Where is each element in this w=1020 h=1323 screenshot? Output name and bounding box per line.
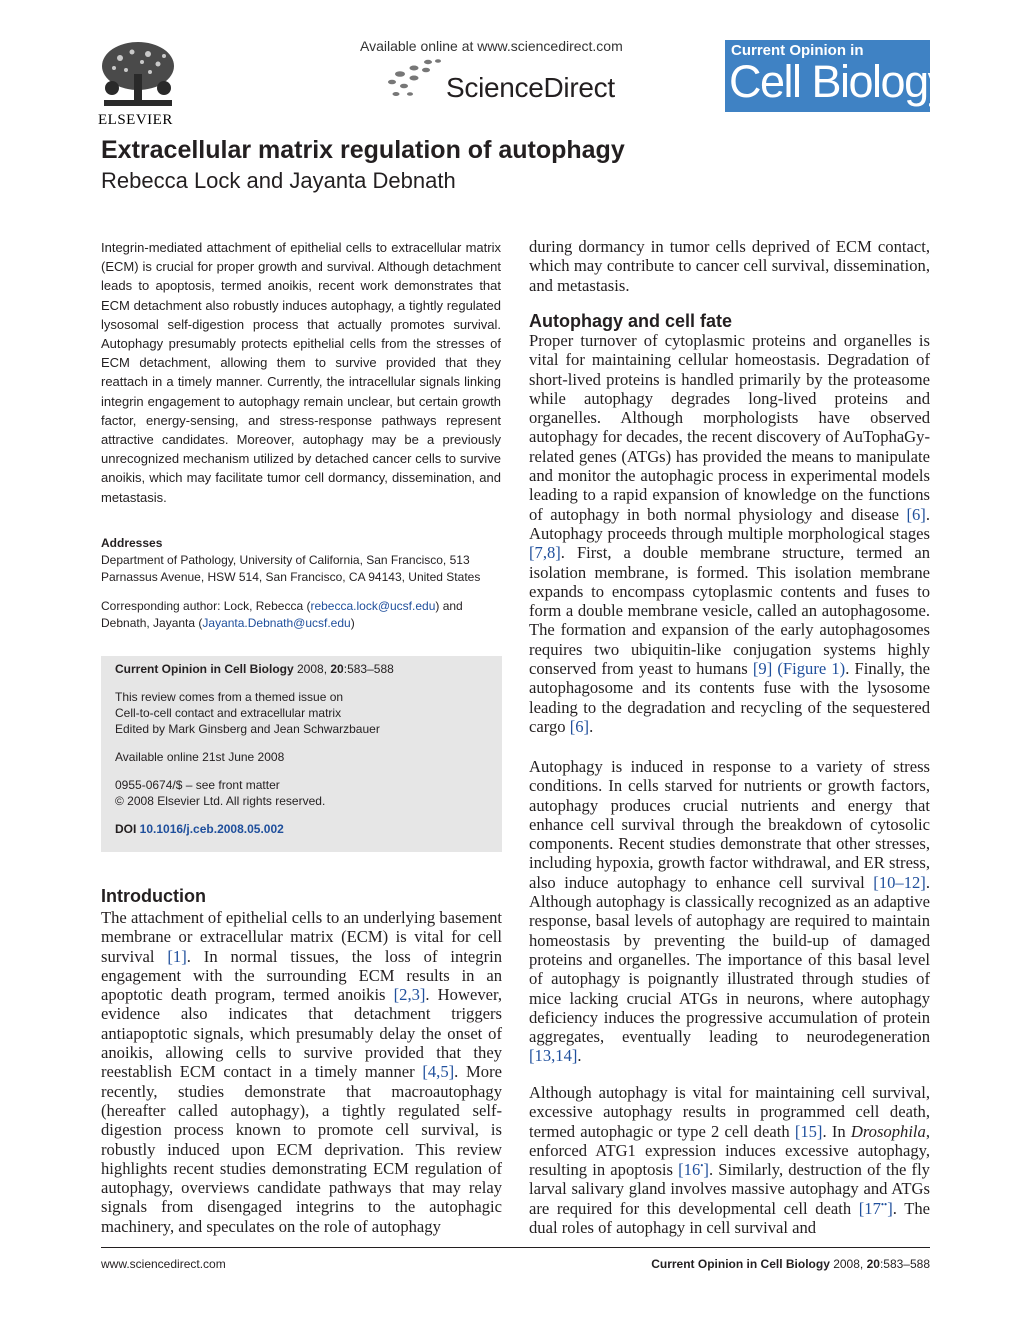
- introduction-heading: Introduction: [101, 886, 206, 906]
- p2-text-2: . Although autophagy is classically recognized as an adaptive response, basal levels of autophagy are required to maintain homeostasis by preventing the build-up of damaged proteins and organelles. The importance of this basal level of autophagy is poignantly illustrated through studies of mice lacking crucial ATGs in neurons, where autophagy deficiency induces the progressive accumulation of protein aggregates, eventually leading to neurodegeneration: [529, 872, 930, 1047]
- cell-fate-paragraph-1: [529, 331, 930, 736]
- reference-link[interactable]: [2,3]: [393, 985, 426, 1005]
- cell-fate-paragraph-2: [529, 757, 930, 1066]
- p2-text-3: .: [577, 1046, 582, 1066]
- abstract: Integrin-mediated attachment of epithelial cells to extracellular matrix (ECM) is crucial for proper growth and survival. Although detachment leads to apoptosis, termed anoikis, recent work demonstrates that ECM detachment also robustly induces autophagy, a tightly regulated lysosomal self-digestion process that actually promotes survival. Autophagy presumably protects epithelial cells from the stresses of ECM detachment, allowing them to survive provided that they reattach in a timely manner. Currently, the intracellular signals linking integrin engagement to autophagy remain unclear, but certain growth factor, energy-sensing, and stress-response pathways represent attractive candidates. Moreover, autophagy may be a previously unrecognized mechanism utilized by detached cancer cells to survive anoikis, which may facilitate tumor cell dormancy, dissemination, and metastasis.: [101, 240, 501, 505]
- infobox-doi-row: [115, 821, 502, 837]
- infobox-themed-2: Cell-to-cell contact and extracellular matrix: [115, 706, 342, 720]
- p3-text-3: , enforced ATG1 expression induces excessive autophagy, resulting in apoptosis: [529, 1121, 930, 1180]
- intro-text-3: . However, evidence also indicates that detachment triggers antiapoptotic signals, which presumably delay the onset of anoikis, allowing cells to survive provided that they reestablish ECM contact in a timely manner: [101, 985, 502, 1082]
- cell-fate-paragraph-3: [529, 1083, 930, 1237]
- infobox-copyright: © 2008 Elsevier Ltd. All rights reserved.: [115, 794, 326, 808]
- fate-text-2: . Autophagy proceeds through multiple morphological stages: [529, 504, 930, 543]
- p3-text-2: . In: [822, 1121, 851, 1141]
- fate-text-4: . Finally, the autophagosome and its contents fuse with the lysosome leading to the degradation and recycling of the sequestered cargo: [529, 659, 931, 736]
- reference-16-mark: •: [700, 1160, 704, 1171]
- reference-link[interactable]: [6]: [906, 504, 926, 524]
- article-info-box: [101, 656, 502, 852]
- reference-link[interactable]: [15]: [794, 1121, 823, 1141]
- reference-17: [17: [858, 1198, 881, 1218]
- addresses-text: Department of Pathology, University of California, San Francisco, 513 Parnassus Avenue, HSW 514, San Francisco, CA 94143, United States: [101, 553, 481, 584]
- infobox-available: Available online 21st June 2008: [115, 750, 285, 764]
- fate-text-3: . First, a double membrane structure, termed an isolation membrane, is formed. This isolation membrane expands to encompass cytoplasmic contents and fuses to form a double membrane vesicle, called an autophagosome. The formation and expansion of the early autophagosomes requires two ubiquitin-like conjugation systems highly conserved from yeast to humans: [529, 543, 930, 679]
- fate-text-5: .: [589, 716, 594, 736]
- elsevier-tree-icon: [98, 40, 178, 110]
- footer-year: 2008,: [829, 1257, 867, 1271]
- doi-link[interactable]: 10.1016/j.ceb.2008.05.002: [139, 822, 284, 836]
- p2-text-1: Autophagy is induced in response to a variety of stress conditions. In cells starved for nutrients or growth factors, autophagy produces crucial nutrients and energy that enhance cell survival through the breakdown of cytosolic components. Recent studies demonstrate that other stresses, including hypoxia, growth factor withdrawal, and ER stress, also induce autophagy to enhance cell survival: [529, 757, 930, 892]
- infobox-journal: Current Opinion in Cell Biology: [115, 662, 294, 676]
- footer-divider: [101, 1247, 930, 1248]
- reference-16: [16: [678, 1160, 701, 1180]
- corresponding-author: [101, 598, 506, 631]
- intro-text-4: . More recently, studies demonstrate that macroautophagy (hereafter called autophagy), a tightly regulated self-digestion process known to promote cell survival, is robustly induced upon ECM deprivation. This review highlights recent studies demonstrating ECM regulation of autophagy, overviews candidate pathways that may relay signals from disengaged integrins to the autophagic machinery, and speculates on the role of autophagy: [101, 1062, 502, 1236]
- reference-link[interactable]: [859, 1199, 893, 1218]
- reference-link[interactable]: [6]: [569, 716, 590, 736]
- email-link-debnath[interactable]: Jayanta.Debnath@ucsf.edu: [202, 615, 351, 630]
- reference-link[interactable]: [10–12]: [873, 872, 926, 892]
- p3-text-1: Although autophagy is vital for maintaining cell survival, excessive autophagy results in programmed cell death, termed autophagic or type 2 cell death: [529, 1083, 930, 1141]
- p3-text-5: . The dual roles of autophagy in cell survival and: [529, 1198, 930, 1238]
- sciencedirect-dots-icon: [384, 56, 450, 100]
- journal-logo-main: Cell Biology: [729, 56, 949, 107]
- footer-volume: 20: [866, 1257, 880, 1271]
- infobox-themed-3: Edited by Mark Ginsberg and Jean Schwarzbauer: [115, 722, 380, 736]
- corresponding-prefix: Corresponding author: Lock, Rebecca (: [101, 599, 311, 613]
- reference-link[interactable]: [4,5]: [422, 1062, 455, 1082]
- article-title: Extracellular matrix regulation of autophagy: [101, 136, 625, 164]
- article-authors: Rebecca Lock and Jayanta Debnath: [101, 168, 456, 193]
- footer-website-link[interactable]: www.sciencedirect.com: [101, 1257, 226, 1271]
- infobox-volume: 20: [330, 662, 344, 676]
- sciencedirect-logo: [384, 56, 624, 102]
- intro-text-1: The attachment of epithelial cells to an underlying basement membrane or extracellular matrix (ECM) is vital for cell survival: [101, 908, 502, 966]
- reference-link[interactable]: [1]: [167, 946, 187, 966]
- journal-logo: [725, 40, 949, 112]
- reference-16-close: ]: [703, 1160, 709, 1180]
- figure-link[interactable]: (Figure 1): [777, 659, 846, 679]
- publisher-name: ELSEVIER: [98, 112, 173, 128]
- p3-italic-drosophila: Drosophila: [850, 1121, 926, 1141]
- infobox-pages: :583–588: [343, 662, 394, 676]
- fate-text-1: Proper turnover of cytoplasmic proteins and organelles is vital for maintaining cellular homeostasis. Degradation of short-lived proteins is handled primarily by the proteasome while autophagy degrades long-lived proteins and organelles. Although morphologists have observed autophagy for decades, the recent discovery of AuTophaGy-related genes (ATGs) has provided the means to manipulate and monitor the autophagic process in experimental models leading to a rapid expansion of knowledge on the functions of autophagy in both normal physiology and disease: [529, 331, 930, 524]
- footer-pages: :583–588: [879, 1257, 930, 1271]
- reference-17-close: ]: [887, 1198, 893, 1218]
- available-online-text: Available online at www.sciencedirect.com: [360, 38, 623, 54]
- journal-logo-top: Current Opinion in: [731, 42, 864, 59]
- p3-text-4: . Similarly, destruction of the fly larval salivary gland involves massive autophagy and ATGs are required for this developmental cell death: [529, 1160, 930, 1218]
- reference-link[interactable]: [678, 1160, 709, 1179]
- reference-link[interactable]: [13,14]: [529, 1046, 578, 1066]
- reference-link[interactable]: [7,8]: [529, 543, 561, 563]
- introduction-text: [101, 908, 502, 1236]
- infobox-citation: [115, 661, 502, 677]
- email-link-lock[interactable]: rebecca.lock@ucsf.edu: [310, 599, 436, 613]
- autophagy-cell-fate-heading: Autophagy and cell fate: [529, 311, 733, 331]
- reference-link[interactable]: [9]: [752, 659, 773, 679]
- intro-text-2: . In normal tissues, the loss of integrin engagement with the surrounding ECM results in an apoptotic death program, termed anoikis: [101, 946, 502, 1005]
- elsevier-logo: [98, 40, 182, 130]
- infobox-themed-1: This review comes from a themed issue on: [115, 690, 344, 704]
- infobox-doi-label: DOI: [115, 822, 140, 836]
- sciencedirect-wordmark: ScienceDirect: [446, 72, 615, 103]
- addresses-heading: Addresses: [101, 536, 163, 550]
- infobox-issn: 0955-0674/$ – see front matter: [115, 778, 280, 792]
- footer-journal: Current Opinion in Cell Biology: [651, 1257, 830, 1271]
- footer-citation: [651, 1257, 930, 1271]
- infobox-year: 2008,: [293, 662, 331, 676]
- corresponding-suffix: ): [350, 615, 355, 630]
- corresponding-middle: ) and Debnath, Jayanta (: [101, 599, 463, 630]
- right-column-continuation: during dormancy in tumor cells deprived of ECM contact, which may contribute to cancer cell survival, dissemination, and metastasis.: [529, 237, 930, 295]
- reference-17-mark: ••: [880, 1199, 888, 1210]
